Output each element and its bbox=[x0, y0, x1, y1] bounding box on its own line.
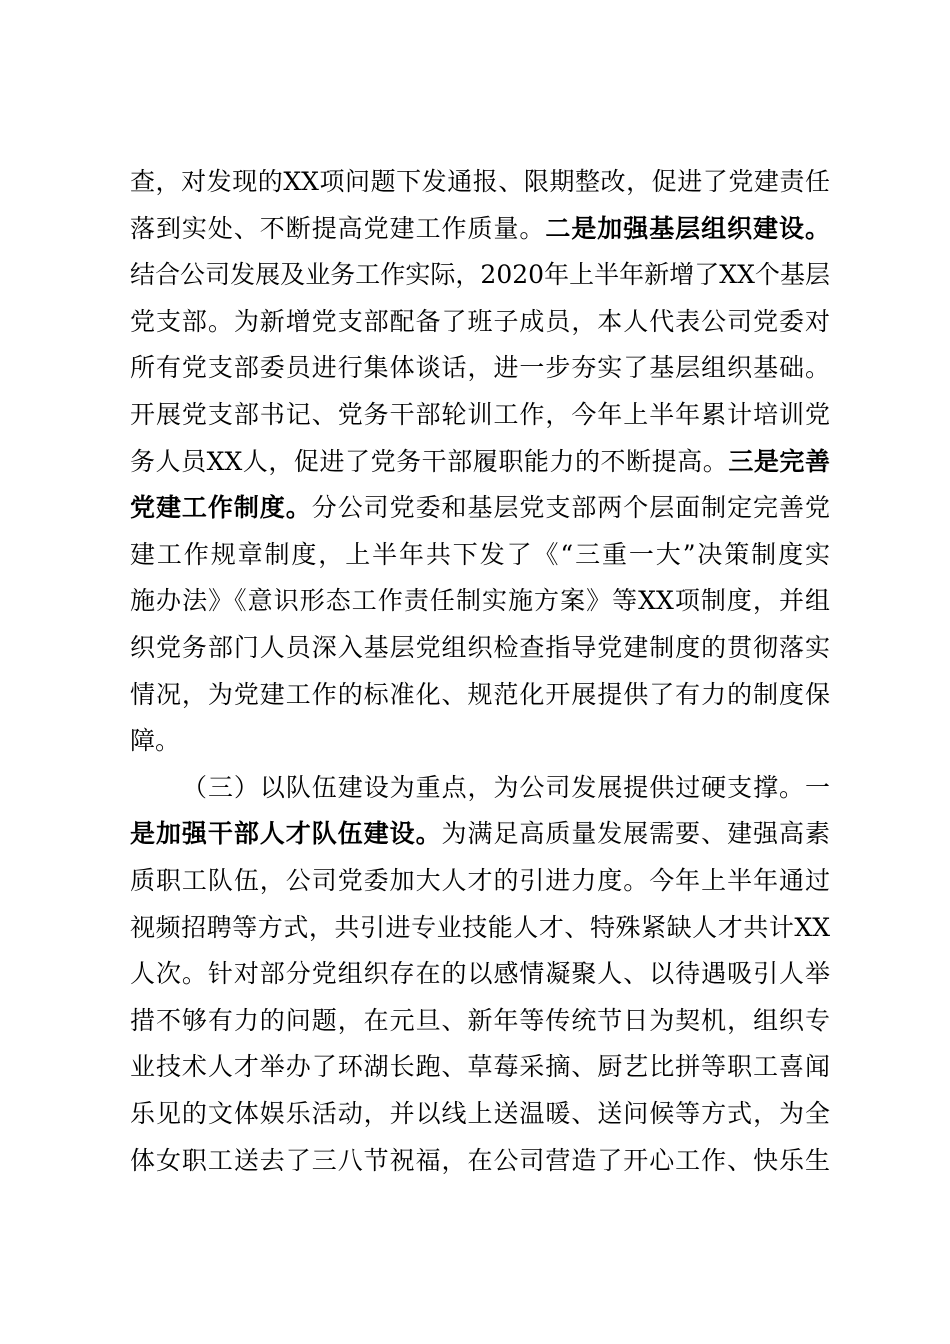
text-line bbox=[130, 812, 830, 856]
body-text: 障。 bbox=[130, 726, 181, 756]
body-text: 措不够有力的问题，在元旦、新年等传统节日为契机，组织专 bbox=[130, 1005, 830, 1035]
body-text: 务人员XX人，促进了党务干部履职能力的不断提高。 bbox=[130, 446, 729, 476]
bold-heading-text: 是加强干部人才队伍建设。 bbox=[130, 819, 442, 849]
body-text: 落到实处、不断提高党建工作质量。 bbox=[130, 213, 546, 243]
text-line bbox=[130, 999, 830, 1043]
text-line bbox=[130, 393, 830, 437]
body-text: 查，对发现的XX项问题下发通报、限期整改，促进了党建责任 bbox=[130, 167, 830, 196]
body-text: 建工作规章制度，上半年共下发了《“三重一大”决策制度实 bbox=[130, 539, 830, 569]
text-line bbox=[130, 300, 830, 344]
text-line bbox=[130, 160, 830, 204]
text-line bbox=[130, 207, 830, 251]
body-text: 人次。针对部分党组织存在的以感情凝聚人、以待遇吸引人举 bbox=[130, 959, 830, 989]
bold-heading-text: 三是完善 bbox=[728, 446, 830, 476]
body-text: 体女职工送去了三八节祝福，在公司营造了开心工作、快乐生 bbox=[130, 1145, 830, 1175]
text-line bbox=[130, 626, 830, 670]
text-line bbox=[130, 673, 830, 717]
text-line bbox=[130, 533, 830, 577]
body-text: （三）以队伍建设为重点，为公司发展提供过硬支撑。一 bbox=[182, 772, 830, 802]
text-line bbox=[130, 952, 830, 996]
text-line bbox=[130, 486, 830, 530]
text-line bbox=[130, 346, 830, 390]
text-line bbox=[130, 859, 830, 903]
body-text: 分公司党委和基层党支部两个层面制定完善党 bbox=[311, 493, 830, 523]
text-line bbox=[130, 1092, 830, 1136]
body-text: 视频招聘等方式，共引进专业技能人才、特殊紧缺人才共计XX bbox=[130, 912, 830, 942]
bold-heading-text: 二是加强基层组织建设。 bbox=[545, 213, 830, 243]
text-line bbox=[130, 253, 830, 297]
body-text: 质职工队伍，公司党委加大人才的引进力度。今年上半年通过 bbox=[130, 866, 830, 895]
body-text: 党支部。为新增党支部配备了班子成员，本人代表公司党委对 bbox=[130, 306, 830, 336]
text-line bbox=[182, 766, 830, 810]
text-line bbox=[130, 440, 830, 484]
text-line bbox=[130, 906, 830, 950]
body-text: 为满足高质量发展需要、建强高素 bbox=[441, 819, 830, 849]
body-text: 结合公司发展及业务工作实际，2020年上半年新增了XX个基层 bbox=[130, 260, 830, 290]
text-line bbox=[130, 1045, 830, 1089]
body-text: 业技术人才举办了环湖长跑、草莓采摘、厨艺比拼等职工喜闻 bbox=[130, 1052, 830, 1082]
body-text: 开展党支部书记、党务干部轮训工作，今年上半年累计培训党 bbox=[130, 400, 830, 429]
body-text: 情况，为党建工作的标准化、规范化开展提供了有力的制度保 bbox=[130, 679, 830, 709]
text-line bbox=[130, 579, 830, 623]
body-text: 织党务部门人员深入基层党组织检查指导党建制度的贯彻落实 bbox=[130, 633, 830, 662]
text-line bbox=[130, 719, 830, 763]
bold-heading-text: 党建工作制度。 bbox=[130, 493, 312, 523]
body-text: 施办法》《意识形态工作责任制实施方案》等XX项制度，并组 bbox=[130, 586, 830, 616]
body-text: 所有党支部委员进行集体谈话，进一步夯实了基层组织基础。 bbox=[130, 353, 830, 383]
body-text: 乐见的文体娱乐活动，并以线上送温暖、送问候等方式，为全 bbox=[130, 1099, 830, 1128]
text-line bbox=[130, 1139, 830, 1183]
